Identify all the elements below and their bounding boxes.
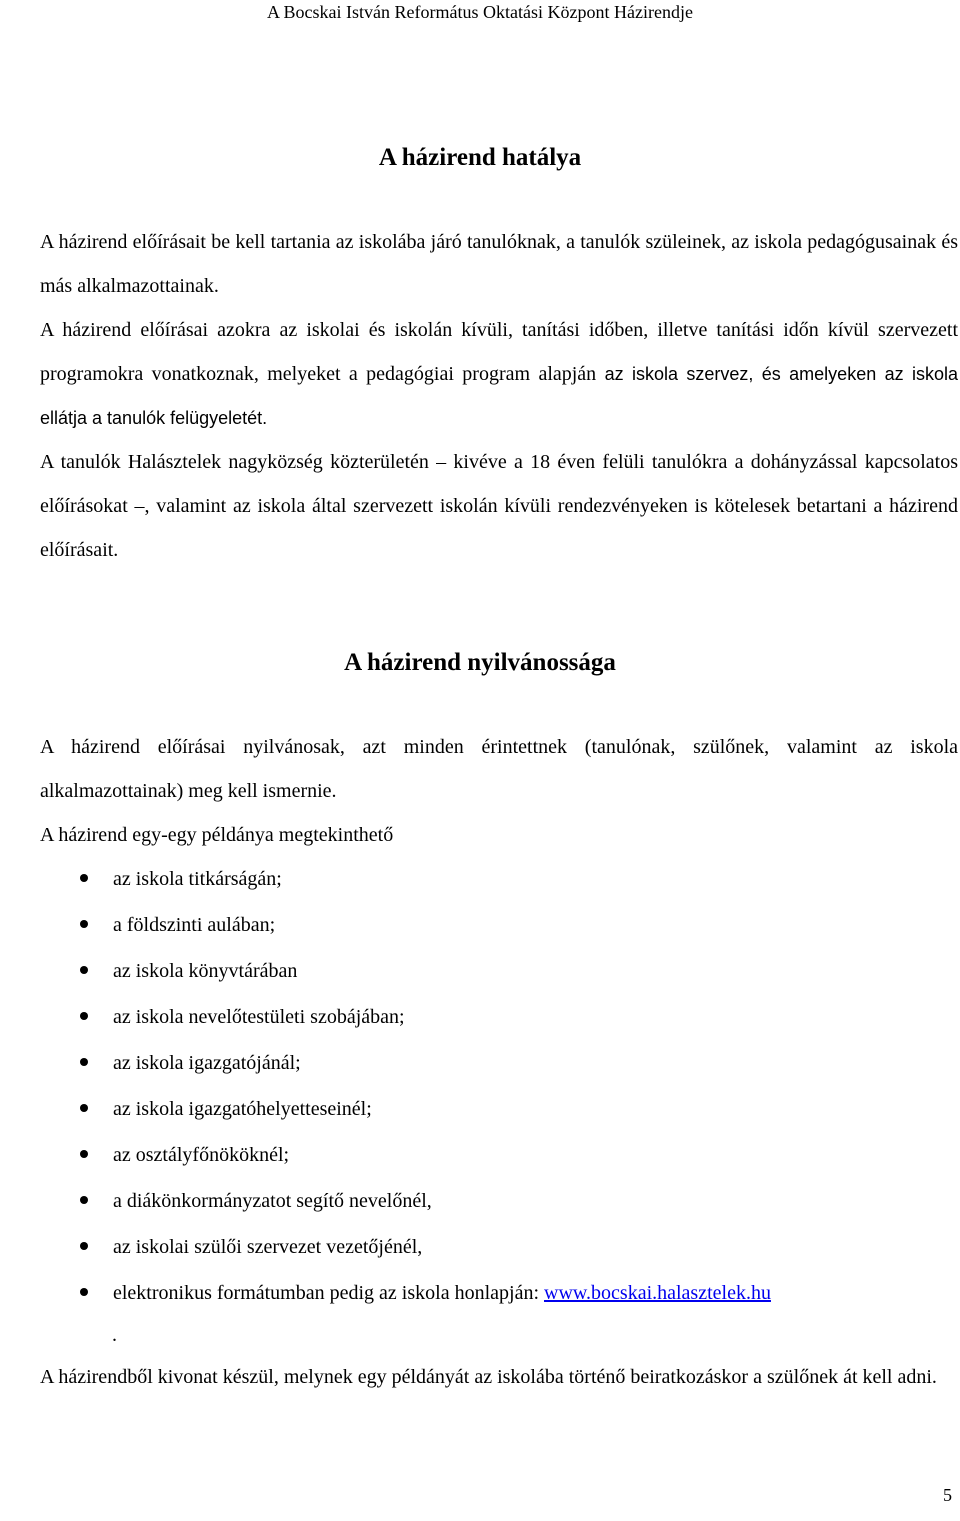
item-text: A házirend előírásai nyilvánosak, azt minden érintettnek (tanulónak, szülőnek, valamint az iskola alkalmazottainak) meg kell ismernie.: [40, 736, 958, 802]
list-item: [0, 725, 958, 813]
bullet-text: az iskola titkárságán;: [113, 868, 282, 890]
bullet-item: [0, 1087, 960, 1133]
bullet-icon: [80, 1242, 88, 1250]
item-number: [0, 440, 40, 484]
list-item: [0, 813, 958, 857]
bullet-icon: [80, 874, 88, 882]
bullet-item: [0, 1041, 960, 1087]
bullet-item: [0, 903, 960, 949]
item-text: A házirendből kivonat készül, melynek egy példányát az iskolába történő beiratkozáskor a szülőnek át kell adni.: [40, 1366, 937, 1388]
list-item: [0, 1355, 958, 1399]
list-item: [0, 440, 958, 572]
item-text: A házirend előírásait be kell tartania az iskolába járó tanulóknak, a tanulók szüleinek, az iskola pedagógusainak és más alkalmazottainak.: [40, 231, 958, 297]
bullet-icon: [80, 1150, 88, 1158]
item-text: A tanulók Halásztelek nagyközség közterületén – kivéve a 18 éven felüli tanulókra a dohányzással kapcsolatos előírásokat –, valamint az iskola által szervezett iskolán kívüli rendezvényeken is kötelesek betartani a házirend előírásait.: [40, 451, 958, 561]
bullet-icon: [80, 1012, 88, 1020]
item-text: A házirend előírásai azokra az iskolai és iskolán kívüli, tanítási időben, illetve tanítási időn kívül szervezett programokra vonatkoznak, melyeket a pedagógiai program alapján: [40, 319, 958, 385]
item-number: [0, 725, 40, 769]
section-title-nyilvanossaga: A házirend nyilvánossága: [344, 649, 616, 676]
bullet-text: elektronikus formátumban pedig az iskola honlapján:: [113, 1282, 544, 1304]
bullet-text: az iskola könyvtárában: [113, 960, 298, 982]
bullet-icon: [80, 1196, 88, 1204]
item-number: [0, 813, 40, 857]
page-number: 5: [943, 1485, 952, 1505]
bullet-item: [0, 995, 960, 1041]
bullet-item: [0, 1271, 960, 1315]
bullet-item: [0, 857, 960, 903]
website-link[interactable]: www.bocskai.halasztelek.hu: [544, 1282, 771, 1304]
item-text: A házirend egy-egy példánya megtekinthető: [40, 824, 394, 846]
section-title-hatalya: A házirend hatálya: [378, 144, 582, 171]
trailing-period: .: [112, 1324, 117, 1346]
bullet-item: [0, 1133, 960, 1179]
list-item: [0, 308, 958, 440]
bullet-item: [0, 1225, 960, 1271]
item-text-continued: az iskola szervez, és amelyeken az iskola ellátja a tanulók felügyeletét.: [40, 364, 959, 428]
bullet-icon: [80, 920, 88, 928]
bullet-icon: [80, 1058, 88, 1066]
bullet-icon: [80, 966, 88, 974]
bullet-icon: [80, 1288, 88, 1296]
item-number: [0, 220, 40, 264]
bullet-text: az iskolai szülői szervezet vezetőjénél,: [113, 1236, 423, 1258]
item-number: [0, 308, 40, 352]
bullet-text: az osztályfőnököknél;: [113, 1144, 290, 1166]
bullet-text: az iskola igazgatóhelyetteseinél;: [113, 1098, 372, 1120]
bullet-text: a diákönkormányzatot segítő nevelőnél,: [113, 1190, 432, 1212]
bullet-text: a földszinti aulában;: [113, 914, 276, 936]
list-item: [0, 220, 958, 308]
bullet-item: [0, 949, 960, 995]
running-header: A Bocskai István Református Oktatási Központ Házirendje: [267, 2, 693, 22]
bullet-icon: [80, 1104, 88, 1112]
bullet-item: [0, 1179, 960, 1225]
bullet-text: az iskola igazgatójánál;: [113, 1052, 301, 1074]
location-bullet-list: [0, 857, 960, 1315]
item-number: [0, 1355, 40, 1399]
bullet-text: az iskola nevelőtestületi szobájában;: [113, 1006, 405, 1028]
